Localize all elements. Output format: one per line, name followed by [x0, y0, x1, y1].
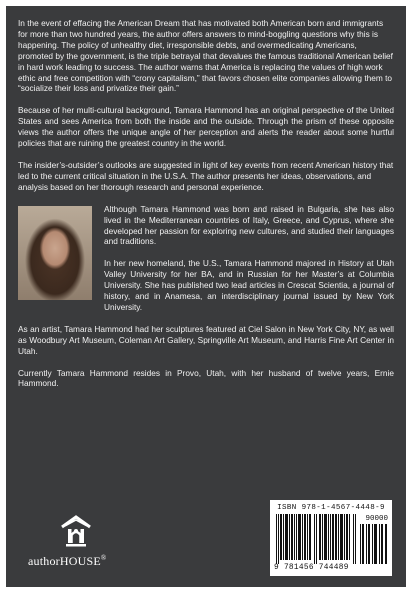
isbn-label: ISBN 978-1-4567-4448-9 [277, 504, 385, 512]
bio-paragraph-2: In her new homeland, the U.S., Tamara Hammond majored in History at Utah Valley University for her BA, and in Russian for her Master’s at Columbia University. She has published two lead articles in Crescat Scientia, a journal of history, and in Anamesa, an interdisciplinary journal issued by New York University. [104, 258, 394, 312]
back-cover [6, 6, 406, 587]
author-photo [18, 206, 92, 300]
isbn-barcode [270, 500, 392, 576]
synopsis-paragraph-3: The insider’s-outsider’s outlooks are suggested in light of key events from recent American history that led to the current critical situation in the U.S.A. The author presents her ideas, observations, and analysis based on her thorough research and personal experience. [18, 159, 394, 192]
publisher-name: authorHOUSE® [28, 554, 107, 568]
bio-paragraph-4: Currently Tamara Hammond resides in Provo, Utah, with her husband of twelve years, Ernie Hammond. [18, 367, 394, 389]
bio-paragraph-1: Although Tamara Hammond was born and raised in Bulgaria, she has also lived in the Mediterranean countries of Italy, Greece, and Cyprus, where she developed her passion for exploring new cultures, and studied their languages and traditions. [104, 203, 394, 247]
price-code: 90000 [365, 515, 388, 523]
price-barcode-bars [360, 524, 388, 564]
author-bio [18, 204, 394, 390]
barcode-bars [276, 514, 358, 564]
bio-paragraph-3: As an artist, Tamara Hammond had her sculptures featured at Ciel Salon in New York City, NY, as well as Woodbury Art Museum, Coleman Art Gallery, Springville Art Museum, and Harris Fine Art Center in Utah. [18, 323, 394, 356]
cover-footer [6, 497, 406, 587]
authorhouse-logo-icon [58, 513, 94, 549]
barcode-digits: 9 781456 744489 [274, 564, 349, 573]
synopsis-paragraph-1: In the event of effacing the American Dream that has motivated both American born and immigrants for more than two hundred years, the author offers answers to mind-boggling questions why this is happening. The policy of unhealthy diet, irresponsible debts, and overmedicating Americans, promoted by the government, is the triple betrayal that devalues the famous traditional American belief in hard work leading to success. The author warns that America is replacing the values of high work ethic and free competition with “crony capitalism,” that favors chosen elite companies allowing them to “socialize their loss and privatize their gain.” [18, 18, 393, 94]
publisher-logo [28, 513, 128, 573]
synopsis-paragraph-2: Because of her multi-cultural background, Tamara Hammond has an original perspective of the United States and sees America from both the inside and the outside. Through the prism of these opposite views the author offers the unique angle of her perception and alerts the reader about some hurtful policies that are ruining the greatest country in the world. [18, 105, 394, 149]
